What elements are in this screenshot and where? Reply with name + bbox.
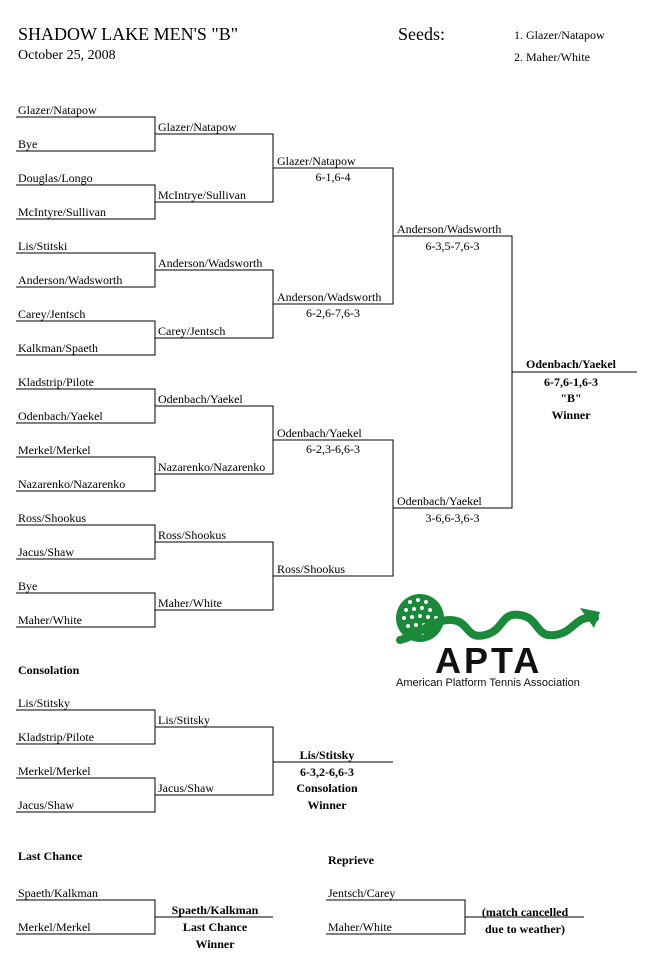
- round2-winner: Jacus/Shaw: [158, 781, 214, 795]
- round2-winner: McIntrye/Sullivan: [158, 188, 246, 202]
- seed-1: 1. Glazer/Natapow: [514, 28, 605, 42]
- team-entry: Jacus/Shaw: [18, 545, 74, 559]
- apta-logo-text: APTA: [435, 640, 543, 681]
- match-score: 6-2,6-7,6-3: [306, 306, 360, 320]
- round2-winner: Maher/White: [158, 596, 222, 610]
- semifinal-winner: Odenbach/Yaekel: [397, 494, 482, 508]
- team-entry: Kalkman/Spaeth: [18, 341, 98, 355]
- last-chance-label: Last Chance: [182, 920, 248, 934]
- match-score: 6-3,5-7,6-3: [425, 239, 480, 253]
- apta-logo-caption: American Platform Tennis Association: [396, 677, 580, 689]
- last-chance-heading: Last Chance: [18, 849, 83, 863]
- round2-winner: Glazer/Natapow: [158, 120, 237, 134]
- team-entry: Maher/White: [18, 613, 82, 627]
- seed-2: 2. Maher/White: [514, 50, 590, 64]
- champion-score: 6-7,6-1,6-3: [544, 375, 598, 389]
- consolation-heading: Consolation: [18, 663, 80, 677]
- last-chance-champion: Spaeth/Kalkman: [171, 903, 259, 917]
- quarterfinal-winner: Glazer/Natapow: [277, 154, 356, 168]
- round2-winner: Lis/Stitsky: [158, 713, 211, 727]
- team-entry: Merkel/Merkel: [18, 764, 91, 778]
- round2-winner: Nazarenko/Nazarenko: [158, 460, 266, 474]
- quarterfinal-winner: Ross/Shookus: [277, 562, 346, 576]
- team-entry: McIntyre/Sullivan: [18, 205, 106, 219]
- team-entry: Kladstrip/Pilote: [18, 730, 94, 744]
- quarterfinal-winner: Odenbach/Yaekel: [277, 426, 362, 440]
- team-entry: Ross/Shookus: [18, 511, 87, 525]
- team-entry: Anderson/Wadsworth: [18, 273, 123, 287]
- consolation-label: Consolation: [296, 781, 358, 795]
- champion-name: Odenbach/Yaekel: [525, 357, 616, 371]
- page-title: SHADOW LAKE MEN'S "B": [18, 24, 239, 44]
- champion-label: "B": [560, 391, 582, 405]
- team-entry: Merkel/Merkel: [18, 920, 91, 934]
- match-score: 6-1,6-4: [315, 170, 351, 184]
- consolation-label: Winner: [307, 798, 347, 812]
- round2-winner: Anderson/Wadsworth: [158, 256, 263, 270]
- team-entry: Odenbach/Yaekel: [18, 409, 103, 423]
- team-entry: Bye: [18, 579, 38, 593]
- round2-winner: Ross/Shookus: [158, 528, 227, 542]
- team-entry: Douglas/Longo: [18, 171, 93, 185]
- round2-winner: Carey/Jentsch: [158, 324, 226, 338]
- team-entry: Bye: [18, 137, 38, 151]
- round2-winner: Odenbach/Yaekel: [158, 392, 243, 406]
- last-chance-label: Winner: [195, 937, 235, 951]
- team-entry: Carey/Jentsch: [18, 307, 86, 321]
- team-entry: Spaeth/Kalkman: [18, 886, 98, 900]
- team-entry: Jacus/Shaw: [18, 798, 74, 812]
- reprieve-note: due to weather): [485, 922, 565, 936]
- seeds-heading: Seeds:: [398, 24, 445, 44]
- reprieve-heading: Reprieve: [328, 853, 374, 867]
- team-entry: Maher/White: [328, 920, 392, 934]
- quarterfinal-winner: Anderson/Wadsworth: [277, 290, 382, 304]
- match-score: 6-2,3-6,6-3: [306, 442, 360, 456]
- team-entry: Glazer/Natapow: [18, 103, 97, 117]
- consolation-score: 6-3,2-6,6-3: [300, 765, 354, 779]
- champion-label: Winner: [551, 408, 591, 422]
- team-entry: Kladstrip/Pilote: [18, 375, 94, 389]
- match-score: 3-6,6-3,6-3: [425, 511, 480, 525]
- team-entry: Nazarenko/Nazarenko: [18, 477, 126, 491]
- event-date: October 25, 2008: [18, 48, 116, 63]
- team-entry: Jentsch/Carey: [328, 886, 396, 900]
- team-entry: Merkel/Merkel: [18, 443, 91, 457]
- team-entry: Lis/Stitski: [18, 239, 68, 253]
- team-entry: Lis/Stitsky: [18, 696, 71, 710]
- reprieve-note: (match cancelled: [481, 905, 569, 919]
- semifinal-winner: Anderson/Wadsworth: [397, 222, 502, 236]
- consolation-champion: Lis/Stitsky: [299, 748, 355, 762]
